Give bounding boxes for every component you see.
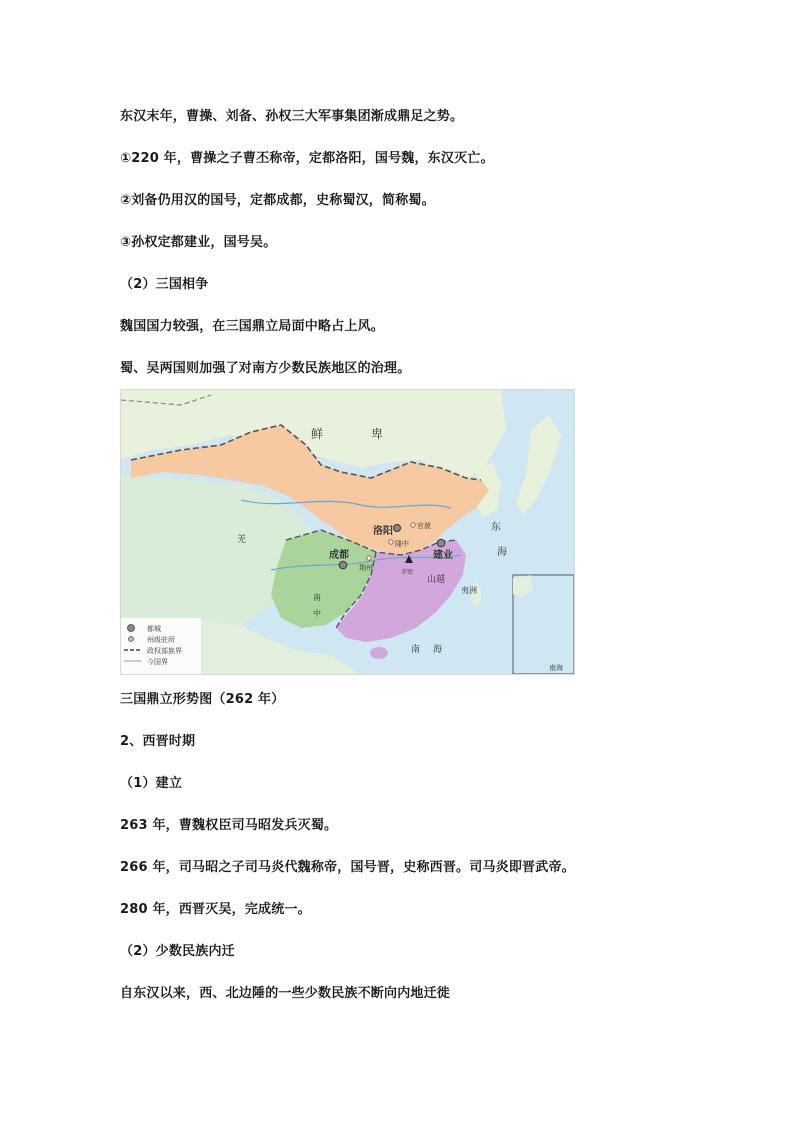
label-nanzhong-1: 南 [313, 593, 321, 602]
paragraph-wu: ③孙权定都建业，国号吴。 [120, 235, 277, 250]
paragraph-wei: ①220 年，曹操之子曹丕称帝，定都洛阳，国号魏，东汉灭亡。 [120, 151, 494, 166]
event-280: 280 年，西晋灭吴，完成统一。 [120, 902, 311, 917]
label-jianye: 建业 [433, 550, 453, 561]
chengdu-marker [339, 561, 347, 569]
subheading-three-kingdoms-rivalry: （2）三国相争 [120, 277, 209, 292]
subheading-establishment: （1）建立 [120, 776, 183, 791]
three-kingdoms-map [120, 389, 575, 675]
legend-border-text: 今国界 [147, 658, 168, 666]
event-266: 266 年，司马昭之子司马炎代魏称帝，国号晋，史称西晋。司马炎即晋武帝。 [120, 860, 575, 875]
legend-seat-icon [129, 637, 134, 642]
label-shanyue: 山越 [427, 575, 446, 585]
hainan-island [370, 647, 388, 659]
label-longzhong: 隆中 [395, 540, 409, 548]
label-jingzhou: 荆州 [359, 564, 373, 572]
map-caption: 三国鼎立形势图（262 年） [120, 692, 285, 707]
label-nanhai-1: 南 [411, 645, 421, 655]
label-dong-hai-1: 东 [491, 522, 501, 533]
legend-capital-icon [128, 625, 135, 632]
jianye-marker [437, 539, 445, 547]
luoyang-marker [394, 525, 401, 532]
label-nanhai-inset: 南海 [549, 664, 563, 672]
label-chibi: 赤壁 [401, 569, 414, 576]
jingzhou-marker [367, 556, 371, 560]
label-yizhou: 夷洲 [461, 586, 477, 595]
paragraph-intro: 东汉末年，曹操、刘备、孙权三大军事集团渐成鼎足之势。 [120, 109, 464, 124]
event-263: 263 年，曹魏权臣司马昭发兵灭蜀。 [120, 818, 338, 833]
paragraph-shu: ②刘备仍用汉的国号，定都成都，史称蜀汉，简称蜀。 [120, 193, 435, 208]
label-xianbei-2: 卑 [371, 427, 384, 441]
legend-seat-text: 州级驻所 [147, 636, 175, 644]
label-luoyang: 洛阳 [373, 526, 393, 537]
label-nanhai-2: 海 [433, 645, 443, 655]
label-chengdu: 成都 [329, 550, 349, 561]
guandu-marker [411, 523, 415, 527]
longzhong-marker [389, 540, 393, 544]
subheading-migration: （2）少数民族内迁 [120, 944, 235, 959]
label-qiang: 羌 [237, 535, 247, 545]
legend-capital-text: 都城 [147, 625, 161, 633]
label-nanzhong-2: 中 [313, 609, 321, 618]
label-xianbei-1: 鲜 [311, 427, 324, 441]
paragraph-wei-strength: 魏国国力较强，在三国鼎立局面中略占上风。 [120, 319, 385, 334]
paragraph-shu-wu-governance: 蜀、吴两国则加强了对南方少数民族地区的治理。 [120, 361, 411, 376]
label-dong-hai-2: 海 [497, 547, 507, 558]
label-guandu: 官渡 [417, 522, 431, 530]
section-title-western-jin: 2、西晋时期 [120, 734, 196, 749]
legend-boundary-text: 政权部族界 [147, 647, 182, 655]
paragraph-migration: 自东汉以来，西、北边陲的一些少数民族不断向内地迁徙 [120, 986, 451, 1001]
